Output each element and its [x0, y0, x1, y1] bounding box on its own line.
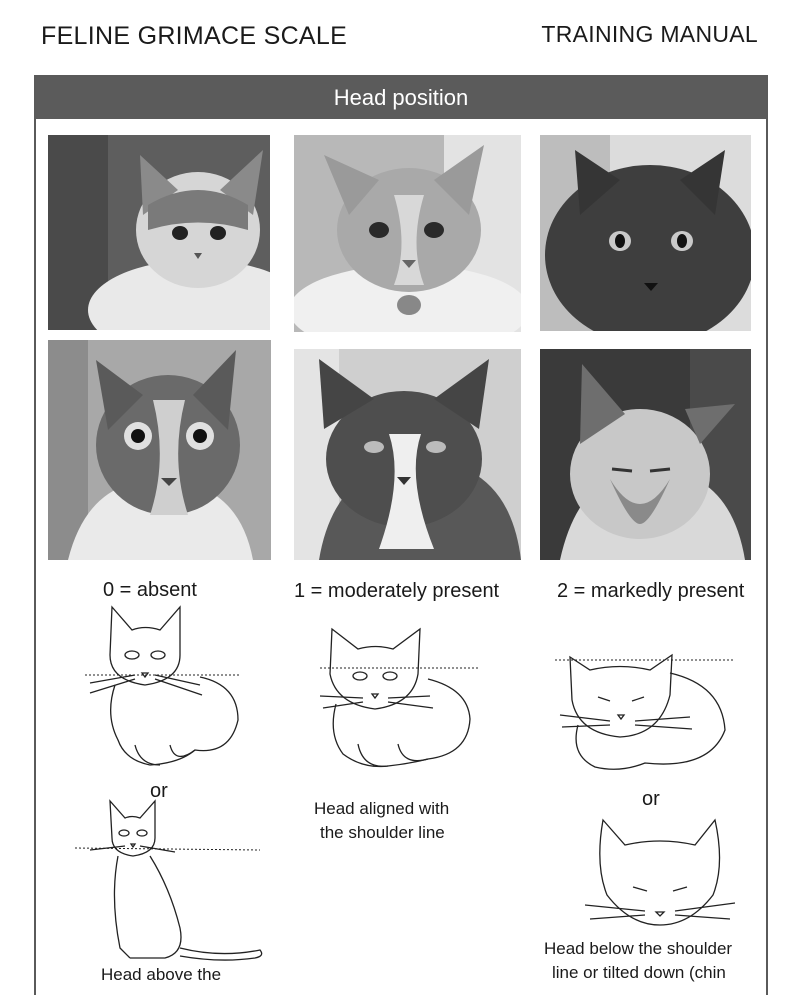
cat-photo-moderate-1 [294, 135, 521, 332]
score-label-marked: 2 = markedly present [557, 580, 745, 602]
or-label-absent: or [150, 780, 168, 802]
drawing-absent-sitting [70, 798, 270, 968]
cat-photo-absent-1 [48, 135, 270, 330]
cat-photo-marked-2 [540, 349, 751, 560]
manual-subtitle: TRAINING MANUAL [541, 21, 758, 47]
caption-moderate-line2: the shoulder line [320, 823, 445, 842]
section-banner: Head position [36, 77, 766, 119]
caption-marked-line1: Head below the shoulder [544, 939, 733, 958]
drawing-marked-lying [550, 645, 740, 775]
caption-marked-line2: line or tilted down (chin [552, 963, 726, 982]
caption-moderate-line1: Head aligned with [314, 799, 450, 818]
caption-absent: Head above the [101, 965, 222, 984]
manual-title: FELINE GRIMACE SCALE [41, 22, 348, 50]
score-label-absent: 0 = absent [103, 579, 197, 601]
score-label-moderate: 1 = moderately present [294, 580, 500, 602]
cat-photo-absent-2 [48, 340, 271, 560]
cat-photo-marked-1 [540, 135, 751, 331]
or-label-marked: or [642, 788, 660, 810]
drawing-marked-chin-down [585, 815, 735, 930]
drawing-absent-lying [80, 605, 250, 775]
drawing-moderate [318, 624, 483, 774]
cat-photo-moderate-2 [294, 349, 521, 560]
